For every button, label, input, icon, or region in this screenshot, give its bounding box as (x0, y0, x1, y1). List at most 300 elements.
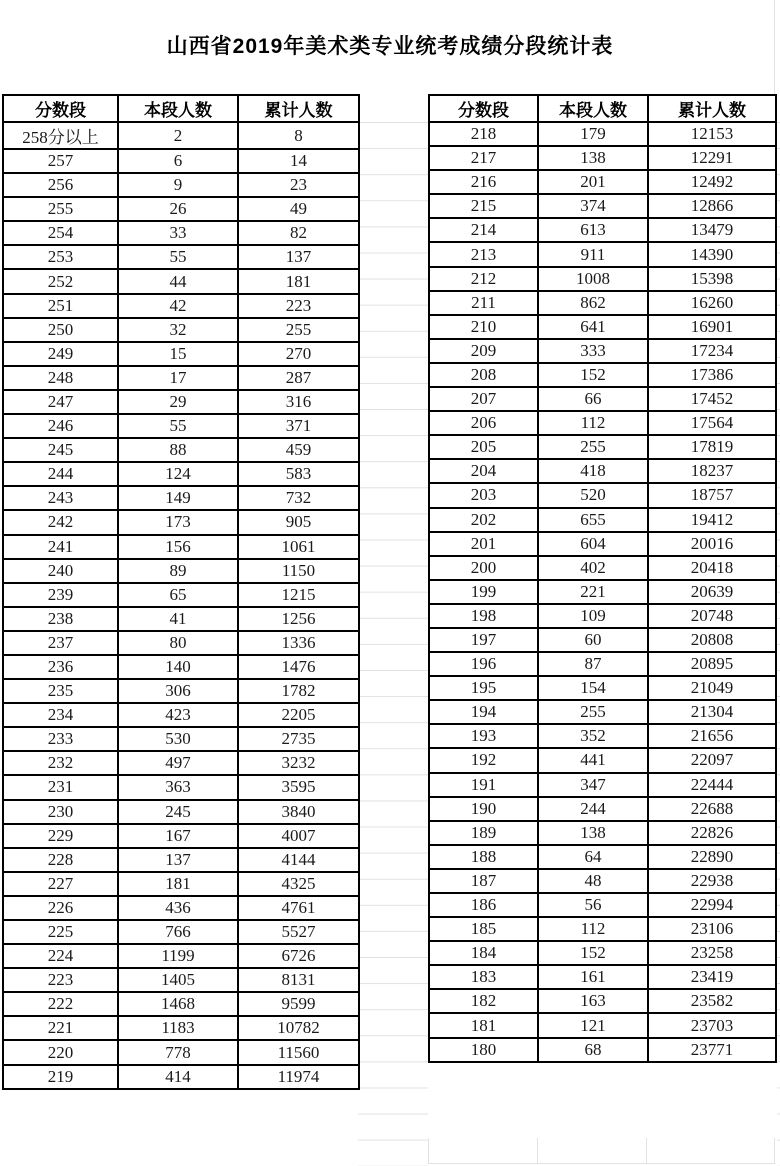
table-cell: 49 (238, 197, 359, 221)
table-cell: 255 (238, 318, 359, 342)
table-row (429, 556, 776, 580)
table-cell: 137 (238, 245, 359, 269)
table-cell: 199 (429, 580, 538, 604)
table-cell: 2205 (238, 703, 359, 727)
table-row (3, 751, 359, 775)
table-cell: 44 (118, 269, 238, 293)
col-header-segment-count: 本段人数 (118, 95, 238, 122)
table-cell: 333 (538, 339, 648, 363)
table-cell: 1183 (118, 1016, 238, 1040)
table-cell: 232 (3, 751, 118, 775)
table-row (429, 483, 776, 507)
table-row (429, 459, 776, 483)
table-cell: 187 (429, 869, 538, 893)
table-cell: 194 (429, 700, 538, 724)
table-cell: 1150 (238, 559, 359, 583)
table-cell: 210 (429, 315, 538, 339)
table-cell: 138 (538, 146, 648, 170)
table-row (429, 773, 776, 797)
table-cell: 23106 (648, 917, 776, 941)
table-cell: 20016 (648, 532, 776, 556)
table-cell: 12866 (648, 194, 776, 218)
table-cell: 862 (538, 291, 648, 315)
table-row (429, 194, 776, 218)
table-row (3, 221, 359, 245)
table-cell: 9 (118, 173, 238, 197)
table-cell: 316 (238, 390, 359, 414)
table-row (3, 486, 359, 510)
col-header-score-range: 分数段 (3, 95, 118, 122)
table-cell: 252 (3, 269, 118, 293)
table-row (3, 655, 359, 679)
table-row (429, 435, 776, 459)
table-cell: 1199 (118, 944, 238, 968)
table-cell: 161 (538, 965, 648, 989)
table-cell: 1008 (538, 267, 648, 291)
table-row (429, 339, 776, 363)
table-cell: 12153 (648, 122, 776, 146)
table-row (3, 342, 359, 366)
table-cell: 109 (538, 604, 648, 628)
table-row (3, 173, 359, 197)
table-cell: 1256 (238, 607, 359, 631)
table-cell: 4007 (238, 824, 359, 848)
table-cell: 19412 (648, 508, 776, 532)
header-row (429, 95, 776, 122)
table-cell: 1336 (238, 631, 359, 655)
table-cell: 20748 (648, 604, 776, 628)
table-cell: 140 (118, 655, 238, 679)
table-cell: 198 (429, 604, 538, 628)
table-cell: 20418 (648, 556, 776, 580)
score-table-left-header (3, 95, 359, 122)
table-cell: 436 (118, 896, 238, 920)
table-row (3, 631, 359, 655)
table-row (3, 269, 359, 293)
table-cell: 655 (538, 508, 648, 532)
table-cell: 257 (3, 149, 118, 173)
table-cell: 223 (238, 294, 359, 318)
table-row (3, 390, 359, 414)
table-cell: 216 (429, 170, 538, 194)
table-row (3, 607, 359, 631)
table-cell: 15 (118, 342, 238, 366)
table-cell: 347 (538, 773, 648, 797)
table-cell: 203 (429, 483, 538, 507)
table-cell: 88 (118, 438, 238, 462)
table-row (429, 989, 776, 1013)
table-row (3, 535, 359, 559)
table-row (3, 703, 359, 727)
table-cell: 219 (3, 1065, 118, 1089)
table-cell: 17234 (648, 339, 776, 363)
table-cell: 17452 (648, 387, 776, 411)
table-cell: 247 (3, 390, 118, 414)
table-cell: 306 (118, 679, 238, 703)
empty-cell (429, 1138, 538, 1163)
table-row (429, 676, 776, 700)
table-row (429, 532, 776, 556)
table-row (429, 724, 776, 748)
table-row (429, 869, 776, 893)
table-cell: 22826 (648, 821, 776, 845)
table-cell: 18757 (648, 483, 776, 507)
table-cell: 4325 (238, 872, 359, 896)
table-cell: 212 (429, 267, 538, 291)
score-table-right-header (429, 95, 776, 122)
table-cell: 154 (538, 676, 648, 700)
table-cell: 209 (429, 339, 538, 363)
table-cell: 352 (538, 724, 648, 748)
table-cell: 22938 (648, 869, 776, 893)
table-cell: 211 (429, 291, 538, 315)
table-cell: 33 (118, 221, 238, 245)
table-row (3, 1040, 359, 1064)
table-cell: 202 (429, 508, 538, 532)
table-cell: 239 (3, 583, 118, 607)
table-cell: 230 (3, 800, 118, 824)
table-row (429, 652, 776, 676)
table-cell: 16260 (648, 291, 776, 315)
table-cell: 60 (538, 628, 648, 652)
table-cell: 18237 (648, 459, 776, 483)
table-cell: 156 (118, 535, 238, 559)
table-row (3, 920, 359, 944)
table-cell: 2 (118, 122, 238, 149)
col-header-cumulative-count: 累计人数 (238, 95, 359, 122)
table-cell: 225 (3, 920, 118, 944)
table-cell: 13479 (648, 218, 776, 242)
table-cell: 250 (3, 318, 118, 342)
table-row (429, 267, 776, 291)
table-cell: 4144 (238, 848, 359, 872)
table-cell: 206 (429, 411, 538, 435)
table-cell: 236 (3, 655, 118, 679)
table-row (3, 944, 359, 968)
table-row (3, 245, 359, 269)
table-cell: 22890 (648, 845, 776, 869)
table-cell: 215 (429, 194, 538, 218)
table-cell: 234 (3, 703, 118, 727)
table-cell: 87 (538, 652, 648, 676)
table-cell: 21656 (648, 724, 776, 748)
table-cell: 254 (3, 221, 118, 245)
table-cell: 181 (238, 269, 359, 293)
table-row (429, 1013, 776, 1037)
table-cell: 208 (429, 363, 538, 387)
table-cell: 221 (3, 1016, 118, 1040)
table-cell: 227 (3, 872, 118, 896)
table-row (429, 363, 776, 387)
table-cell: 22688 (648, 797, 776, 821)
table-cell: 112 (538, 411, 648, 435)
table-cell: 124 (118, 462, 238, 486)
table-row (3, 992, 359, 1016)
table-cell: 1061 (238, 535, 359, 559)
table-cell: 207 (429, 387, 538, 411)
table-row (429, 242, 776, 266)
table-row (429, 821, 776, 845)
table-cell: 173 (118, 510, 238, 534)
table-row (429, 748, 776, 772)
table-cell: 29 (118, 390, 238, 414)
table-cell: 235 (3, 679, 118, 703)
table-cell: 243 (3, 486, 118, 510)
table-row (3, 510, 359, 534)
table-cell: 149 (118, 486, 238, 510)
table-row (429, 146, 776, 170)
table-cell: 80 (118, 631, 238, 655)
table-cell: 14390 (648, 242, 776, 266)
table-cell: 9599 (238, 992, 359, 1016)
table-cell: 1215 (238, 583, 359, 607)
table-cell: 12291 (648, 146, 776, 170)
table-cell: 68 (538, 1038, 648, 1062)
table-cell: 23703 (648, 1013, 776, 1037)
table-cell: 287 (238, 366, 359, 390)
table-cell: 11560 (238, 1040, 359, 1064)
table-cell: 82 (238, 221, 359, 245)
score-table-left (2, 94, 360, 1090)
empty-cell (647, 1138, 775, 1163)
table-cell: 233 (3, 727, 118, 751)
col-header-cumulative-count: 累计人数 (648, 95, 776, 122)
table-row (429, 580, 776, 604)
table-cell: 256 (3, 173, 118, 197)
table-row (3, 462, 359, 486)
table-cell: 201 (429, 532, 538, 556)
table-row (3, 414, 359, 438)
table-cell: 16901 (648, 315, 776, 339)
table-cell: 229 (3, 824, 118, 848)
table-row (3, 800, 359, 824)
table-row (429, 218, 776, 242)
table-cell: 1476 (238, 655, 359, 679)
table-cell: 191 (429, 773, 538, 797)
table-cell: 255 (538, 435, 648, 459)
table-cell: 911 (538, 242, 648, 266)
table-cell: 183 (429, 965, 538, 989)
table-row (3, 872, 359, 896)
table-cell: 604 (538, 532, 648, 556)
table-cell: 64 (538, 845, 648, 869)
table-cell: 224 (3, 944, 118, 968)
empty-cell (538, 1138, 648, 1163)
table-cell: 255 (538, 700, 648, 724)
table-cell: 251 (3, 294, 118, 318)
table-cell: 241 (3, 535, 118, 559)
score-table-left-body (3, 122, 359, 1089)
table-row (3, 438, 359, 462)
table-row (429, 965, 776, 989)
table-row (429, 315, 776, 339)
table-cell: 3840 (238, 800, 359, 824)
table-cell: 138 (538, 821, 648, 845)
table-cell: 222 (3, 992, 118, 1016)
table-row (429, 508, 776, 532)
table-row (3, 896, 359, 920)
table-cell: 190 (429, 797, 538, 821)
table-cell: 23582 (648, 989, 776, 1013)
table-row (3, 727, 359, 751)
table-cell: 20808 (648, 628, 776, 652)
table-cell: 423 (118, 703, 238, 727)
table-cell: 181 (118, 872, 238, 896)
table-cell: 459 (238, 438, 359, 462)
table-cell: 10782 (238, 1016, 359, 1040)
table-cell: 231 (3, 775, 118, 799)
table-cell: 17386 (648, 363, 776, 387)
table-row (3, 848, 359, 872)
table-cell: 56 (538, 893, 648, 917)
spreadsheet-gridlines-gutter (358, 122, 428, 1166)
table-cell: 32 (118, 318, 238, 342)
table-cell: 1782 (238, 679, 359, 703)
table-cell: 530 (118, 727, 238, 751)
table-cell: 20895 (648, 652, 776, 676)
table-cell: 258分以上 (3, 122, 118, 149)
table-cell: 192 (429, 748, 538, 772)
table-cell: 15398 (648, 267, 776, 291)
table-cell: 152 (538, 363, 648, 387)
table-cell: 253 (3, 245, 118, 269)
table-row (429, 628, 776, 652)
table-cell: 641 (538, 315, 648, 339)
table-cell: 3232 (238, 751, 359, 775)
table-cell: 193 (429, 724, 538, 748)
table-cell: 1405 (118, 968, 238, 992)
table-row (3, 294, 359, 318)
table-cell: 245 (3, 438, 118, 462)
table-cell: 497 (118, 751, 238, 775)
table-row (3, 775, 359, 799)
table-cell: 244 (3, 462, 118, 486)
table-cell: 181 (429, 1013, 538, 1037)
table-row (429, 122, 776, 146)
table-cell: 189 (429, 821, 538, 845)
table-cell: 5527 (238, 920, 359, 944)
table-cell: 121 (538, 1013, 648, 1037)
table-cell: 418 (538, 459, 648, 483)
table-cell: 55 (118, 245, 238, 269)
table-row (429, 700, 776, 724)
table-cell: 363 (118, 775, 238, 799)
table-row (3, 1065, 359, 1089)
table-cell: 6726 (238, 944, 359, 968)
table-cell: 905 (238, 510, 359, 534)
table-cell: 414 (118, 1065, 238, 1089)
table-cell: 186 (429, 893, 538, 917)
table-row (429, 797, 776, 821)
table-cell: 766 (118, 920, 238, 944)
table-cell: 1468 (118, 992, 238, 1016)
table-cell: 188 (429, 845, 538, 869)
spreadsheet-gridline (774, 0, 775, 94)
table-cell: 11974 (238, 1065, 359, 1089)
table-cell: 201 (538, 170, 648, 194)
table-cell: 17564 (648, 411, 776, 435)
table-cell: 583 (238, 462, 359, 486)
table-cell: 402 (538, 556, 648, 580)
table-cell: 167 (118, 824, 238, 848)
table-cell: 732 (238, 486, 359, 510)
table-row (429, 917, 776, 941)
table-cell: 205 (429, 435, 538, 459)
table-cell: 197 (429, 628, 538, 652)
empty-spreadsheet-cells (428, 1138, 775, 1164)
table-cell: 200 (429, 556, 538, 580)
table-row (429, 170, 776, 194)
table-cell: 244 (538, 797, 648, 821)
table-cell: 213 (429, 242, 538, 266)
table-cell: 41 (118, 607, 238, 631)
table-cell: 217 (429, 146, 538, 170)
table-row (3, 559, 359, 583)
table-cell: 520 (538, 483, 648, 507)
table-cell: 23419 (648, 965, 776, 989)
table-cell: 65 (118, 583, 238, 607)
table-cell: 226 (3, 896, 118, 920)
score-table-right (428, 94, 777, 1063)
table-cell: 23 (238, 173, 359, 197)
table-cell: 23771 (648, 1038, 776, 1062)
table-cell: 778 (118, 1040, 238, 1064)
score-table-right-body (429, 122, 776, 1062)
table-cell: 179 (538, 122, 648, 146)
table-cell: 23258 (648, 941, 776, 965)
table-cell: 220 (3, 1040, 118, 1064)
table-cell: 228 (3, 848, 118, 872)
table-row (3, 149, 359, 173)
table-row (3, 318, 359, 342)
table-cell: 180 (429, 1038, 538, 1062)
col-header-score-range: 分数段 (429, 95, 538, 122)
table-cell: 6 (118, 149, 238, 173)
table-cell: 66 (538, 387, 648, 411)
table-cell: 163 (538, 989, 648, 1013)
table-cell: 22994 (648, 893, 776, 917)
table-cell: 371 (238, 414, 359, 438)
table-row (3, 583, 359, 607)
table-cell: 4761 (238, 896, 359, 920)
table-row (429, 604, 776, 628)
table-cell: 2735 (238, 727, 359, 751)
table-cell: 238 (3, 607, 118, 631)
table-row (429, 845, 776, 869)
table-cell: 196 (429, 652, 538, 676)
table-cell: 55 (118, 414, 238, 438)
table-cell: 255 (3, 197, 118, 221)
table-cell: 240 (3, 559, 118, 583)
table-row (429, 941, 776, 965)
table-cell: 112 (538, 917, 648, 941)
table-cell: 242 (3, 510, 118, 534)
table-cell: 14 (238, 149, 359, 173)
table-cell: 8 (238, 122, 359, 149)
table-cell: 249 (3, 342, 118, 366)
table-cell: 184 (429, 941, 538, 965)
table-row (429, 893, 776, 917)
table-cell: 248 (3, 366, 118, 390)
table-cell: 42 (118, 294, 238, 318)
table-cell: 22097 (648, 748, 776, 772)
table-row (3, 122, 359, 149)
table-cell: 441 (538, 748, 648, 772)
table-cell: 22444 (648, 773, 776, 797)
table-cell: 8131 (238, 968, 359, 992)
table-cell: 26 (118, 197, 238, 221)
table-cell: 246 (3, 414, 118, 438)
